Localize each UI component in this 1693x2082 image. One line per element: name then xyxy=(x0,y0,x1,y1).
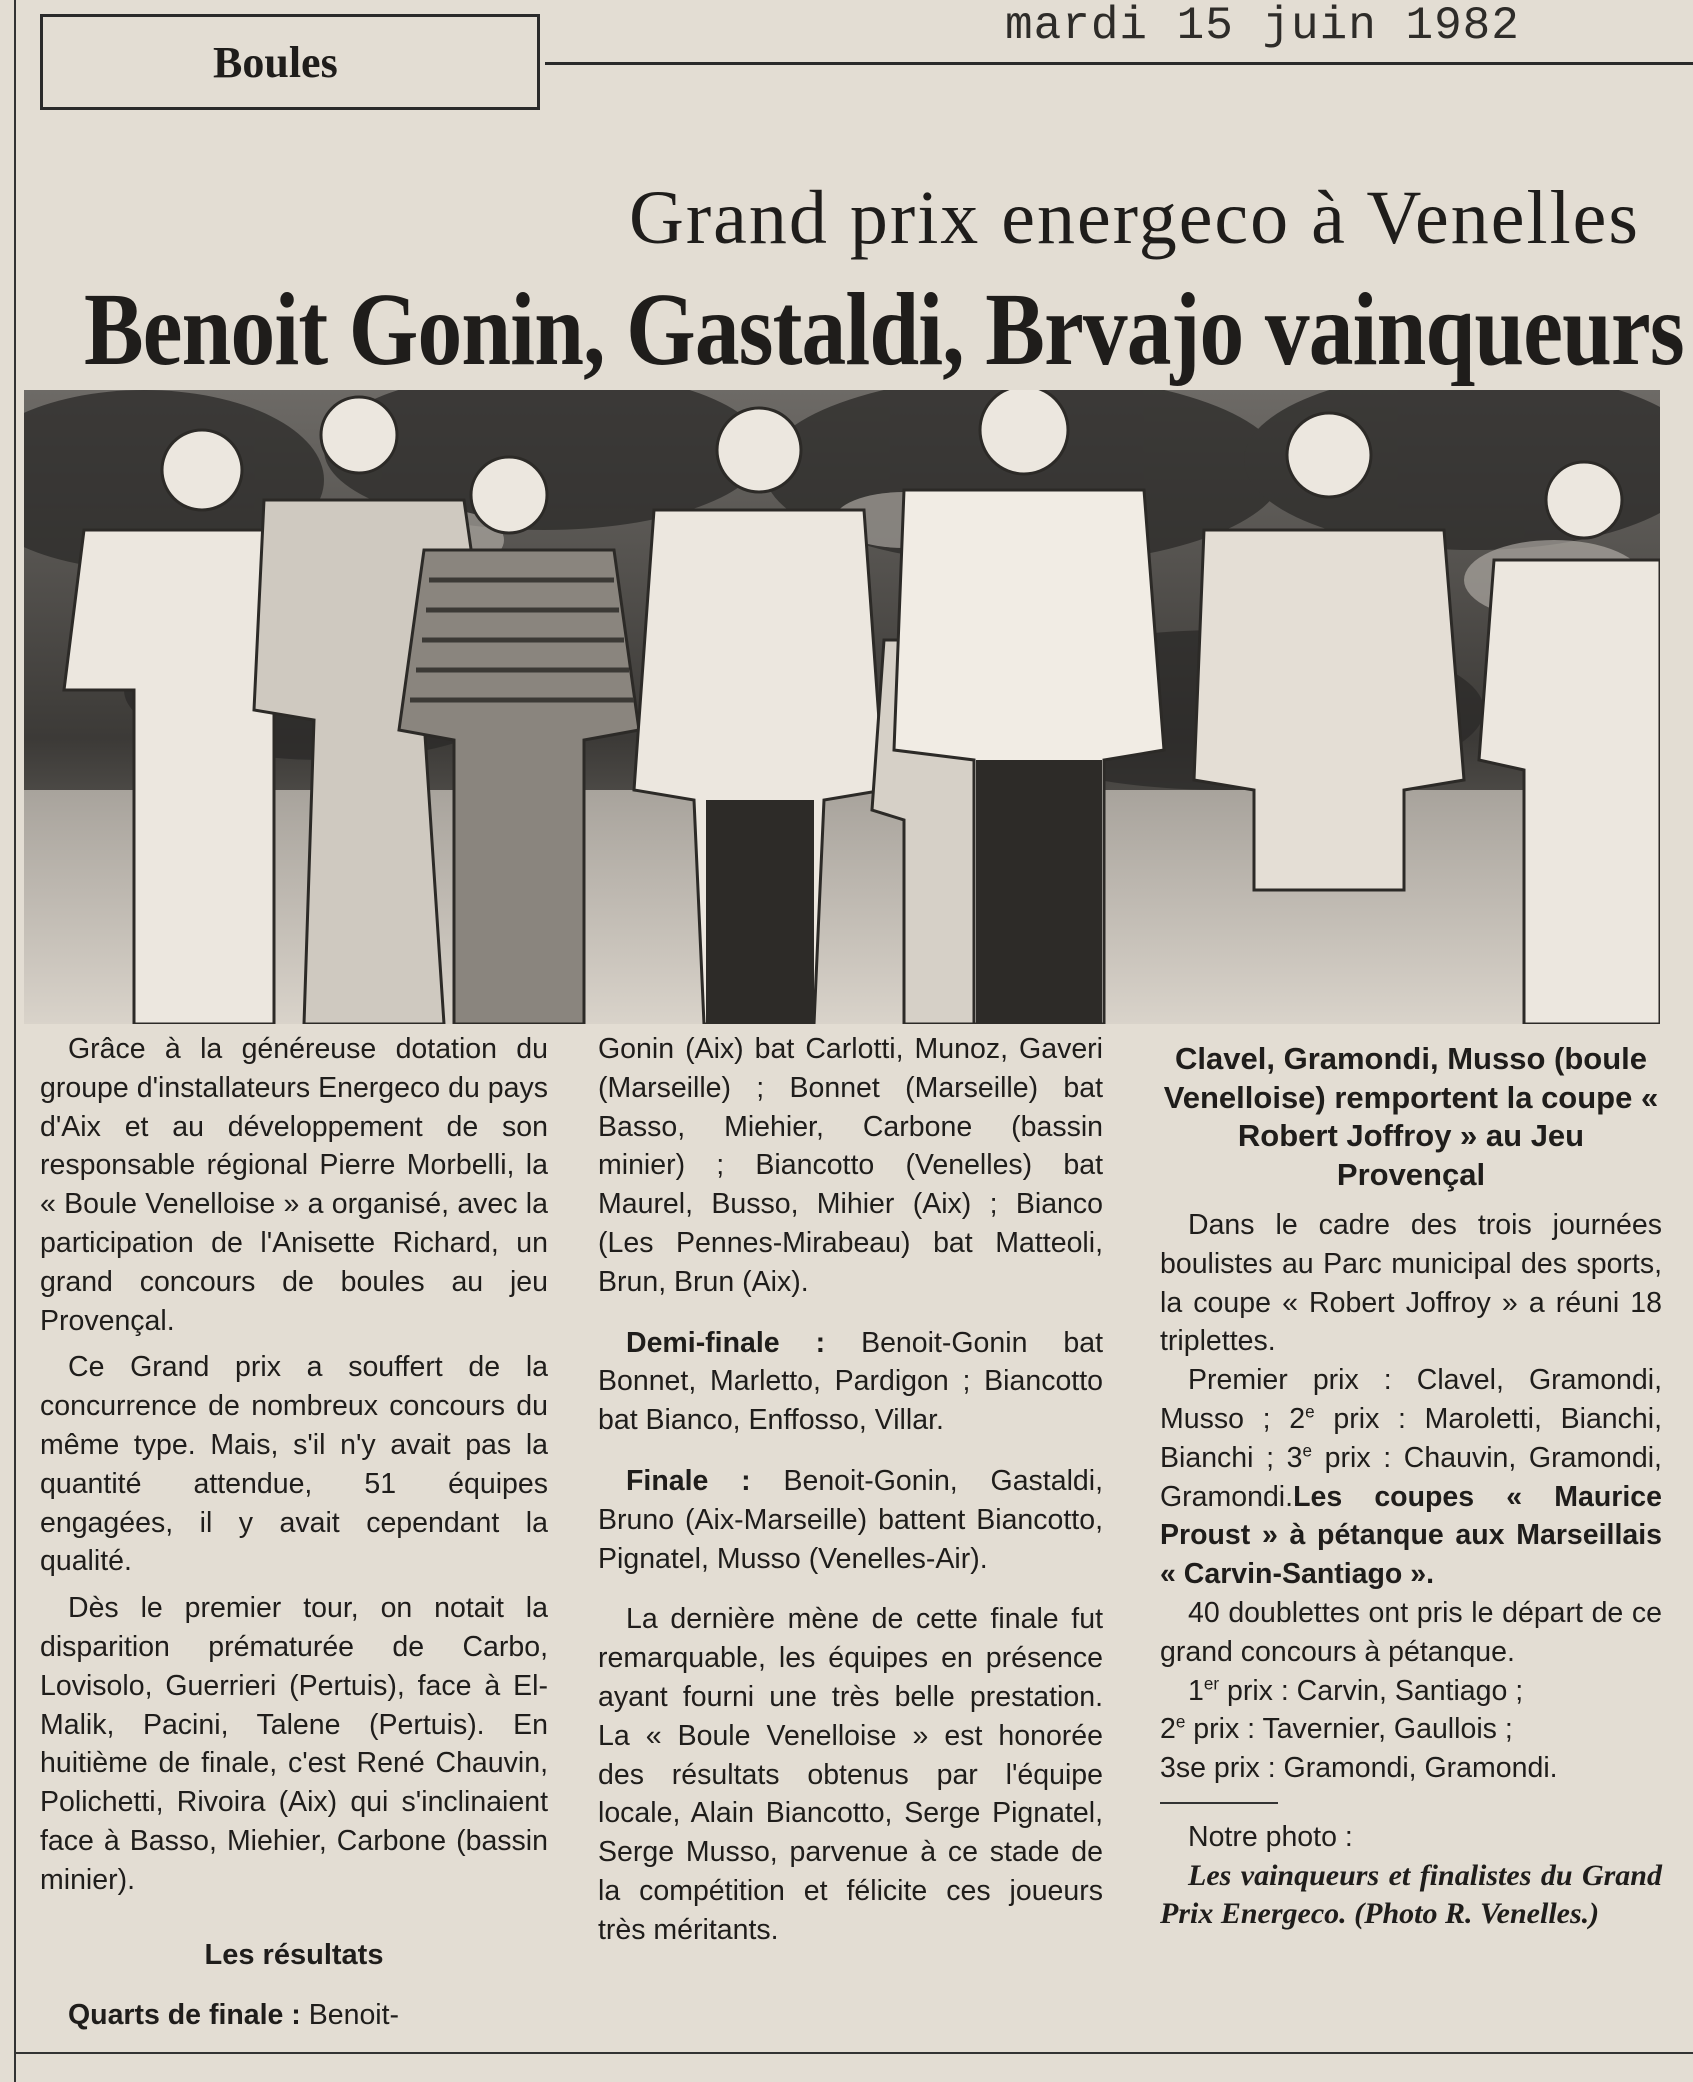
column-2 xyxy=(598,1030,1103,1950)
col3-paragraph-1: Dans le cadre des trois journées boulistes au Parc municipal des sports, la coupe « Robert Joffroy » a réuni 18 triplettes. xyxy=(1160,1209,1662,1358)
prizes-part-a: Premier prix : Clavel, Gramondi, Musso ; 2 xyxy=(1160,1364,1662,1435)
quarter-text: Benoit- xyxy=(300,1998,400,2031)
col3-prizes xyxy=(1160,1361,1662,1594)
col3-paragraph-3: 40 doublettes ont pris le départ de ce grand concours à pétanque. xyxy=(1160,1596,1662,1668)
col1-paragraph-3: Dès le premier tour, on notait la disparition prématurée de Carbo, Lovisolo, Guerrieri (Pertuis), face à El-Malik, Pacini, Talene (Pertuis). En huitième de finale, c'est René Chauvin, Polichetti, Rivoira (Aix) qui s'inclinaient face à Basso, Miehier, Carbone (bassin minier). xyxy=(40,1592,548,1896)
petanque-first-prize xyxy=(1160,1672,1662,1711)
issue-date: mardi 15 juin 1982 xyxy=(1005,0,1520,52)
col1-paragraph-2: Ce Grand prix a souffert de la concurrence de nombreux concours du même type. Mais, s'il n'y avait pas la quantité attendue, 51 équipes engagées, il y avait cependant la qualité. xyxy=(40,1351,548,1578)
semi-finals xyxy=(598,1324,1103,1440)
final-text: Benoit-Gonin, Gastaldi, Bruno (Aix-Marseille) battent Biancotto, Pignatel, Musso (Venelles-Air). xyxy=(598,1464,1104,1575)
sup-2e: e xyxy=(1305,1402,1315,1422)
second-sup: e xyxy=(1175,1712,1186,1732)
column-1 xyxy=(40,1030,548,2034)
semi-label: Demi-finale : xyxy=(626,1326,826,1359)
caption-divider xyxy=(1160,1802,1278,1804)
second-text: prix : Tavernier, Gaullois ; xyxy=(1185,1713,1513,1746)
second-prefix: 2 xyxy=(1160,1713,1176,1746)
semi-text: Benoit-Gonin bat Bonnet, Marletto, Pardigon ; Biancotto bat Bianco, Enffosso, Villar. xyxy=(598,1326,1104,1437)
headline-kicker: Grand prix energeco à Venelles xyxy=(628,176,1640,260)
results-heading: Les résultats xyxy=(204,1938,384,1971)
petanque-third-prize: 3se prix : Gramondi, Gramondi. xyxy=(1160,1752,1558,1785)
headline-main: Benoit Gonin, Gastaldi, Brvajo vainqueurs xyxy=(84,272,1684,387)
sidebar-headline: Clavel, Gramondi, Musso (boule Venelloise) remportent la coupe « Robert Joffroy » au Jeu Provençal xyxy=(1163,1041,1659,1192)
quarter-label: Quarts de finale : xyxy=(68,1998,301,2031)
quarter-finals xyxy=(40,1996,548,2035)
page-bottom-rule xyxy=(14,2052,1693,2054)
section-rubric-label: Boules xyxy=(213,37,338,87)
section-rubric xyxy=(40,14,540,110)
petanque-second-prize xyxy=(1160,1710,1662,1749)
prizes-bold-headline: Les coupes « Maurice Proust » à pétanque aux Marseillais « Carvin-Santiago ». xyxy=(1160,1480,1662,1591)
prizes-part-b: prix : Maroletti, Bianchi, Bianchi ; 3 xyxy=(1160,1402,1662,1474)
column-3 xyxy=(1160,1040,1662,1933)
page-left-rule xyxy=(14,0,16,2082)
sup-3e: e xyxy=(1302,1441,1313,1461)
prizes-part-c: prix : Chauvin, Gramondi, Gramondi. xyxy=(1160,1441,1662,1513)
first-sup: er xyxy=(1203,1674,1220,1694)
header-rule xyxy=(545,62,1693,65)
photo-label: Notre photo : xyxy=(1188,1820,1353,1853)
final xyxy=(598,1462,1103,1578)
col2-paragraph-4: La dernière mène de cette finale fut remarquable, les équipes en présence ayant fourni une très belle prestation. La « Boule Venelloise » est honorée des résultats obtenus par l'équipe locale, Alain Biancotto, Serge Pignatel, Serge Musso, parvenue à ce stade de la compétition et félicite ces joueurs très méritants. xyxy=(598,1603,1103,1946)
photo-caption: Les vainqueurs et finalistes du Grand Prix Energeco. (Photo R. Venelles.) xyxy=(1160,1858,1662,1930)
first-text: prix : Carvin, Santiago ; xyxy=(1219,1674,1524,1707)
final-label: Finale : xyxy=(626,1464,751,1497)
article-photo xyxy=(24,390,1660,1024)
col1-paragraph-1: Grâce à la généreuse dotation du groupe d'installateurs Energeco du pays d'Aix et au développement de son responsable régional Pierre Morbelli, la « Boule Venelloise » a organisé, avec la participation de l'Anisette Richard, un grand concours de boules au jeu Provençal. xyxy=(40,1033,548,1337)
col2-paragraph-1: Gonin (Aix) bat Carlotti, Munoz, Gaveri (Marseille) ; Bonnet (Marseille) bat Basso, Miehier, Carbone (bassin minier) ; Biancotto (Venelles) bat Maurel, Busso, Mihier (Aix) ; Bianco (Les Pennes-Mirabeau) bat Matteoli, Brun, Brun (Aix). xyxy=(598,1033,1103,1298)
first-prefix: 1 xyxy=(1188,1674,1204,1707)
